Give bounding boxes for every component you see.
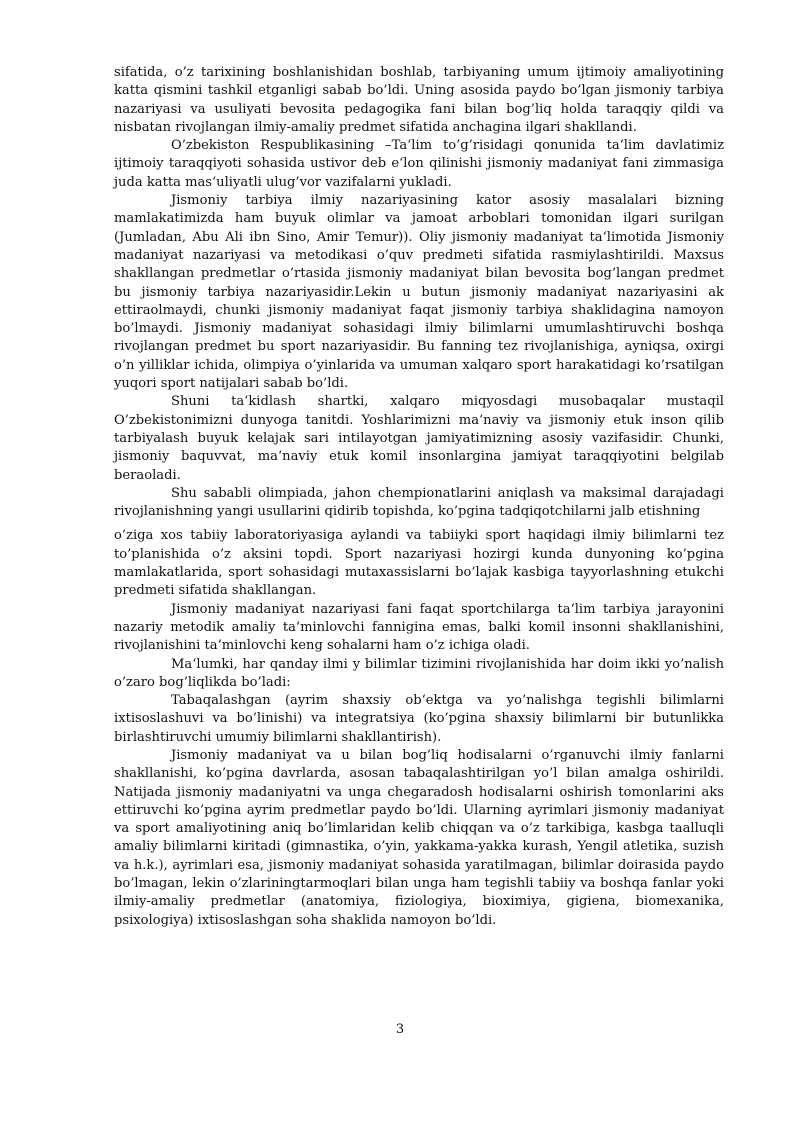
paragraph-5: Shu sababli olimpiada, jahon chempionatlarini aniqlash va maksimal darajadagi rivojlanishning yangi usullarini qidirib topishda, ko’pgina tadqiqotchilarni jalb etishning	[114, 485, 724, 520]
paragraph-6: o’ziga xos tabiiy laboratoriyasiga aylandi va tabiiyki sport haqidagi ilmiy bilimlarni tez to’planishida o’z aksini topdi. Sport nazariyasi hozirgi kunda dunyoning ko’pgina mamlakatlarida, sport sohasidagi mutaxassislarni bo’lajak kasbiga tayyorlashning etukchi predmeti sifatida shakllangan.	[114, 528, 724, 599]
document-body	[114, 64, 724, 930]
page-number: 3	[395, 1022, 405, 1037]
paragraph-10: Jismoniy madaniyat va u bilan bog’liq hodisalarni o’rganuvchi ilmiy fanlarni shakllanishi, ko’pgina davrlarda, asosan tabaqalashtirilgan yo’l bilan amalga oshirildi. Natijada jismoniy madaniyatni va unga chegaradosh hodisalarni oshirish tomonlarini aks ettiruvchi ko’pgina ayrim predmetlar paydo bo’ldi. Ularning ayrimlari jismoniy madaniyat va sport amaliyotining aniq bo’limlaridan kelib chiqqan va o’z tarkibiga, kasbga taalluqli amaliy bilimlarni kiritadi (gimnastika, o’yin, yakkama-yakka kurash, Yengil atletika, suzish va h.k.), ayrimlari esa, jismoniy madaniyat sohasida yaratilmagan, bilimlar doirasida paydo bo’lmagan, lekin o’zlariningtarmoqlari bilan unga ham tegishli tabiiy va boshqa fanlar yoki ilmiy-amaliy predmetlar (anatomiya, fiziologiya, bioximiya, gigiena, biomexanika, psixologiya) ixtisoslashgan soha shaklida namoyon bo’ldi.	[114, 747, 724, 928]
paragraph-9: Tabaqalashgan (ayrim shaxsiy ob‘ektga va yo’nalishga tegishli bilimlarni ixtisoslashuvi va bo’linishi) va integratsiya (ko’pgina shaxsiy bilimlarni bir butunlikka birlashtiruvchi umumiy bilimlarni shakllantirish).	[114, 693, 724, 745]
paragraph-4: Shuni ta‘kidlash shartki, xalqaro miqyosdagi musobaqalar mustaqil O’zbekistonimizni dunyoga tanitdi. Yoshlarimizni ma‘naviy va jismoniy etuk inson qilib tarbiyalash buyuk kelajak sari intilayotgan jamiyatimizning asosiy vazifasidir. Chunki, jismoniy baquvvat, ma‘naviy etuk komil insonlargina jamiyat taraqqiyotini belgilab beraoladi.	[114, 394, 724, 483]
paragraph-8: Ma‘lumki, har qanday ilmi y bilimlar tizimini rivojlanishida har doim ikki yo’nalish o’zaro bog’liqlikda bo’ladi:	[114, 656, 724, 690]
paragraph-3: Jismoniy tarbiya ilmiy nazariyasining kator asosiy masalalari bizning mamlakatimizda ham buyuk olimlar va jamoat arboblari tomonidan ilgari surilgan (Jumladan, Abu Ali ibn Sino, Amir Temur)). Oliy jismoniy madaniyat ta‘limotida Jismoniy madaniyat nazariyasi va metodikasi o’quv predmeti sifatida rasmiylashtirildi. Maxsus shakllangan predmetlar o’rtasida jismoniy madaniyat bilan bevosita bog’langan predmet bu jismoniy tarbiya nazariyasidir.Lekin u butun jismoniy madaniyat nazariyasini ak ettiraolmaydi, chunki jismoniy madaniyat faqat jismoniy tarbiya shaklidagina namoyon bo’lmaydi. Jismoniy madaniyat sohasidagi ilmiy bilimlarni umumlashtiruvchi boshqa rivojlangan predmet bu sport nazariyasidir. Bu fanning tez rivojlanishiga, ayniqsa, oxirgi o’n yilliklar ichida, olimpiya o’yinlarida va umuman xalqaro sport harakatidagi ko’rsatilgan yuqori sport natijalari sabab bo’ldi.	[114, 193, 724, 392]
paragraph-7: Jismoniy madaniyat nazariyasi fani faqat sportchilarga ta‘lim tarbiya jarayonini nazariy metodik amaliy ta‘minlovchi fannigina emas, balki komil insonni shakllanishini, rivojlanishini ta‘minlovchi keng sohalarni ham o’z ichiga oladi.	[114, 601, 724, 654]
paragraph-1: sifatida, o’z tarixining boshlanishidan boshlab, tarbiyaning umum ijtimoiy amaliyotining katta qismini tashkil etganligi sabab bo’ldi. Uning asosida paydo bo’lgan jismoniy tarbiya nazariyasi va usuliyati bevosita pedagogika fani bilan bog’liq holda taraqqiy qildi va nisbatan rivojlangan ilmiy-amaliy predmet sifatida anchagina ilgari shakllandi.	[114, 65, 724, 135]
paragraph-2: O’zbekiston Respublikasining –Ta‘lim to’g’risidagi qonunida ta‘lim davlatimiz ijtimoiy taraqqiyoti sohasida ustivor deb e‘lon qilinishi jismoniy madaniyat fani zimmasiga juda katta mas‘uliyatli ulug’vor vazifalarni yukladi.	[114, 138, 724, 190]
